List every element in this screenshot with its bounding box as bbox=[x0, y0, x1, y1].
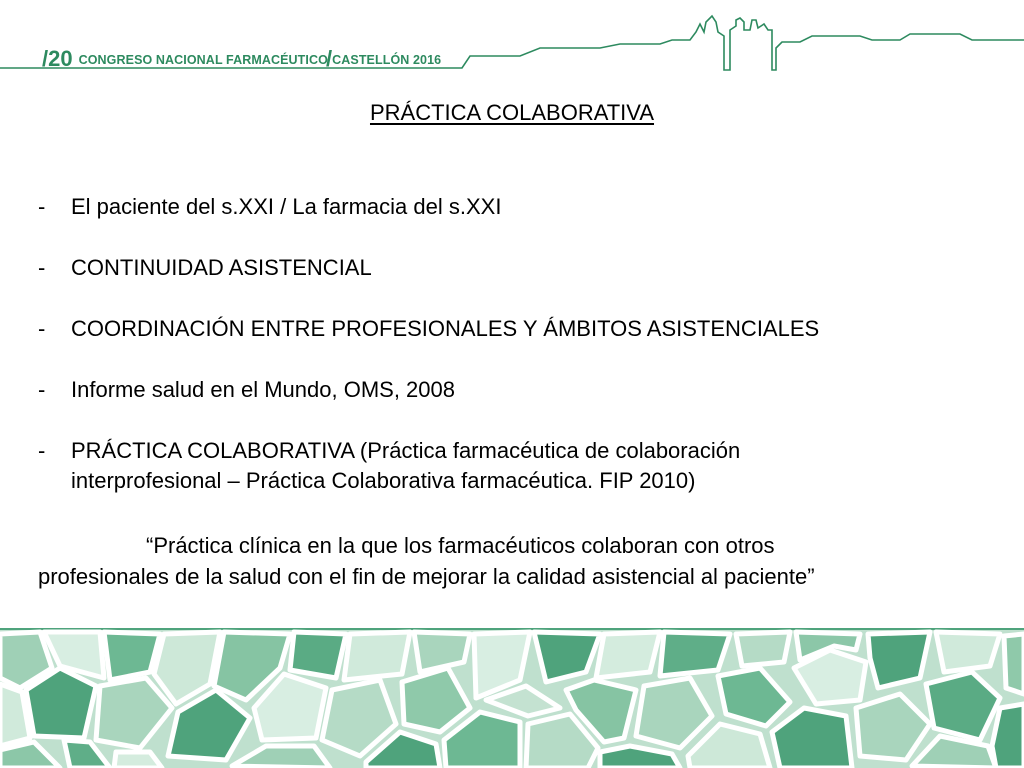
bullet-marker: - bbox=[38, 255, 46, 280]
quote-line-1: “Práctica clínica en la que los farmacéuticos colaboran con otros bbox=[146, 533, 775, 558]
brand-slash: / bbox=[42, 46, 49, 71]
bullet-text: COORDINACIÓN ENTRE PROFESIONALES Y ÁMBITOS ASISTENCIALES bbox=[71, 316, 820, 341]
slide-header bbox=[0, 0, 1024, 80]
bullet-item bbox=[38, 375, 998, 405]
bullet-text: CONTINUIDAD ASISTENCIAL bbox=[71, 255, 372, 280]
bullet-text: El paciente del s.XXI / La farmacia del s.XXI bbox=[71, 194, 502, 219]
bullet-text-continued: interprofesional – Práctica Colaborativa farmacéutica. FIP 2010) bbox=[71, 468, 696, 493]
slide-title bbox=[0, 100, 1024, 126]
bullet-list bbox=[38, 192, 998, 527]
city-slash: / bbox=[326, 46, 333, 71]
quote-line-2: profesionales de la salud con el fin de mejorar la calidad asistencial al paciente” bbox=[38, 564, 815, 589]
edition-number: 20 bbox=[48, 46, 73, 71]
bullet-item bbox=[38, 436, 998, 496]
city-name: CASTELLÓN 2016 bbox=[332, 53, 442, 67]
bullet-item bbox=[38, 314, 998, 344]
bullet-marker: - bbox=[38, 194, 46, 219]
city-label bbox=[326, 46, 441, 72]
bullet-marker: - bbox=[38, 316, 46, 341]
bullet-marker: - bbox=[38, 377, 46, 402]
bullet-text: Informe salud en el Mundo, OMS, 2008 bbox=[71, 377, 455, 402]
bullet-item bbox=[38, 253, 998, 283]
congress-name: CONGRESO NACIONAL FARMACÉUTICO bbox=[78, 53, 328, 67]
congress-brand bbox=[42, 46, 442, 72]
slide-title-text: PRÁCTICA COLABORATIVA bbox=[369, 100, 655, 125]
bullet-text: PRÁCTICA COLABORATIVA (Práctica farmacéutica de colaboración bbox=[71, 438, 741, 463]
definition-quote bbox=[38, 530, 998, 592]
bullet-item bbox=[38, 192, 998, 222]
bullet-marker: - bbox=[38, 438, 46, 463]
mosaic-footer bbox=[0, 628, 1024, 768]
